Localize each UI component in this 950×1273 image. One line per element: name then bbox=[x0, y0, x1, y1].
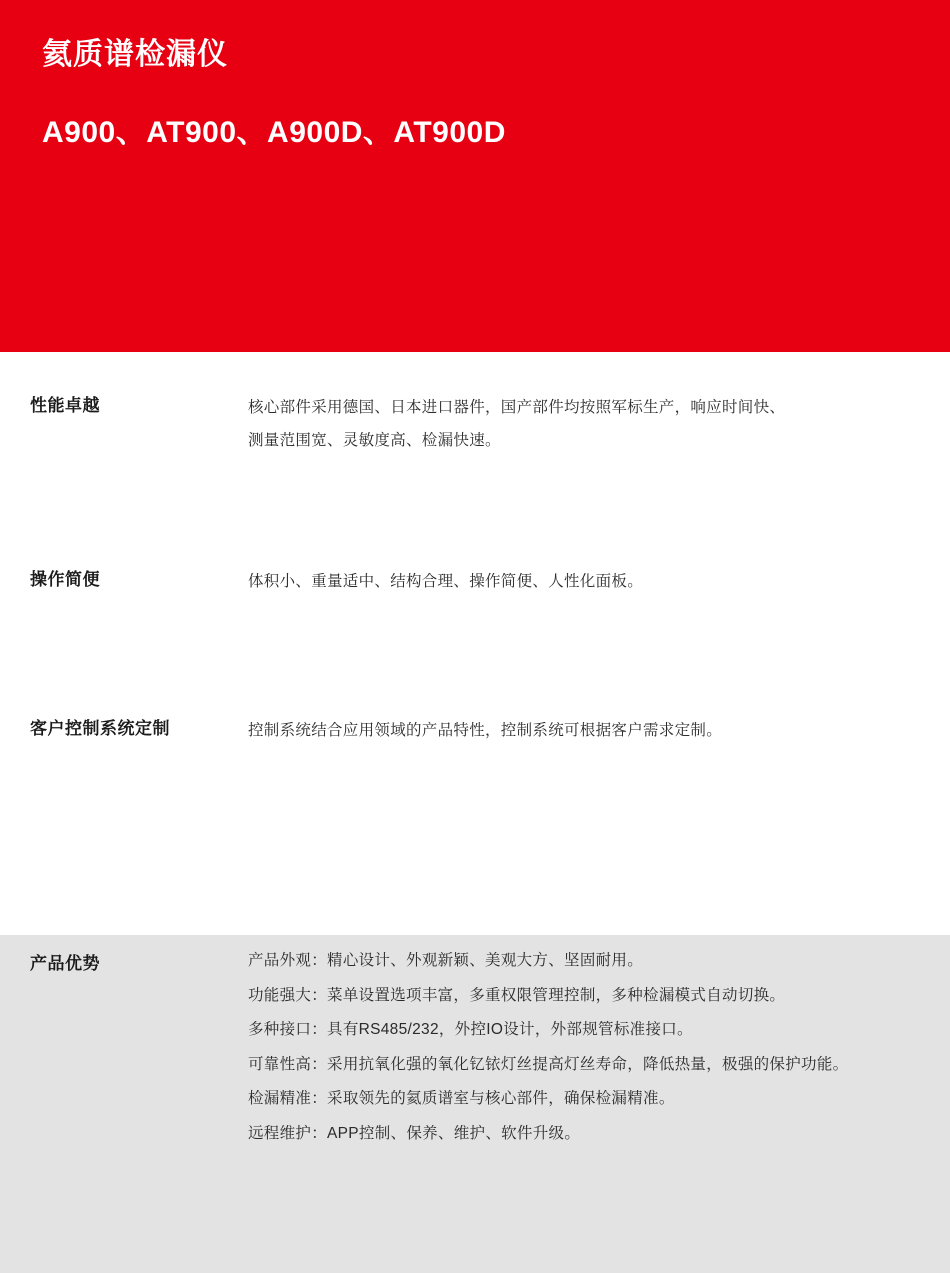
advantage-title: 检漏精准： bbox=[248, 1090, 328, 1108]
advantage-text: 采取领先的氦质谱室与核心部件，确保检漏精准。 bbox=[327, 1090, 675, 1108]
advantage-title: 产品外观： bbox=[248, 952, 328, 969]
product-model-list: A900、AT900、A900D、AT900D bbox=[42, 116, 506, 149]
advantages-list bbox=[248, 945, 928, 1152]
product-title: 氦质谱检漏仪 bbox=[42, 38, 228, 71]
list-item bbox=[248, 1049, 928, 1082]
advantage-title: 可靠性高： bbox=[248, 1055, 328, 1073]
advantage-title: 远程维护： bbox=[248, 1124, 328, 1142]
feature-body bbox=[248, 392, 908, 457]
feature-label: 操作简便 bbox=[30, 570, 100, 589]
advantage-text: APP控制、保养、维护、软件升级。 bbox=[327, 1124, 581, 1142]
list-item bbox=[248, 1118, 928, 1151]
hero-banner bbox=[0, 0, 950, 352]
feature-text-line: 体积小、重量适中、结构合理、操作简便、人性化面板。 bbox=[248, 573, 644, 590]
advantage-title: 功能强大： bbox=[248, 986, 328, 1004]
list-item bbox=[248, 1083, 928, 1116]
advantage-text: 精心设计、外观新颖、美观大方、坚固耐用。 bbox=[327, 952, 644, 969]
feature-label: 性能卓越 bbox=[30, 396, 100, 415]
advantages-section bbox=[0, 935, 950, 1273]
feature-text-line: 核心部件采用德国、日本进口器件，国产部件均按照军标生产，响应时间快、 bbox=[248, 399, 786, 416]
feature-text-line: 测量范围宽、灵敏度高、检漏快速。 bbox=[248, 431, 501, 449]
feature-label: 客户控制系统定制 bbox=[30, 719, 170, 738]
list-item bbox=[248, 1014, 928, 1047]
advantage-text: 采用抗氧化强的氧化钇铱灯丝提高灯丝寿命，降低热量，极强的保护功能。 bbox=[327, 1055, 849, 1073]
list-item bbox=[248, 945, 928, 978]
features-section bbox=[0, 352, 950, 935]
feature-body bbox=[248, 715, 908, 748]
feature-body bbox=[248, 566, 908, 599]
advantage-text: 菜单设置选项丰富，多重权限管理控制，多种检漏模式自动切换。 bbox=[327, 986, 786, 1004]
advantage-title: 多种接口： bbox=[248, 1021, 328, 1039]
list-item bbox=[248, 980, 928, 1013]
advantage-text: 具有RS485/232，外控IO设计，外部规管标准接口。 bbox=[327, 1021, 693, 1039]
feature-text-line: 控制系统结合应用领域的产品特性，控制系统可根据客户需求定制。 bbox=[248, 722, 723, 739]
advantages-label: 产品优势 bbox=[30, 954, 100, 973]
